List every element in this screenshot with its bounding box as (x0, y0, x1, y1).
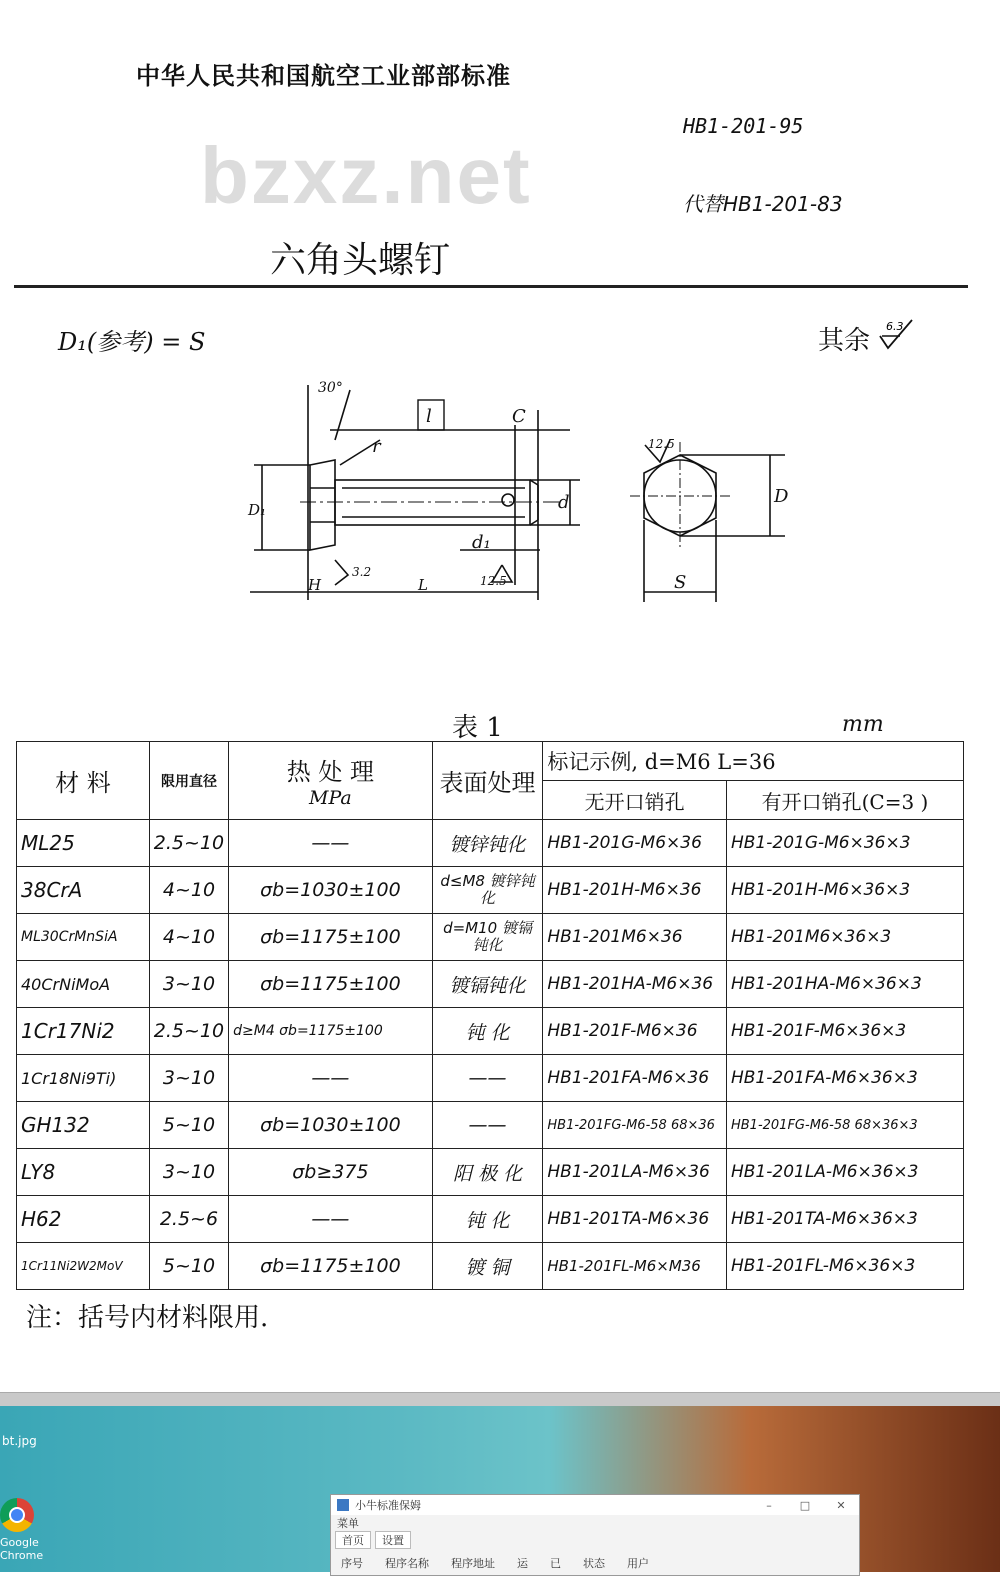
cell-with-hole: HB1-201LA-M6×36×3 (726, 1149, 963, 1196)
roughness-value: 6.3 (886, 320, 904, 333)
cell-diameter: 4~10 (149, 914, 228, 961)
label-ra125-hex: 12.5 (648, 437, 675, 451)
viewer-scroll-edge[interactable] (0, 1392, 1000, 1407)
col-program-path[interactable]: 程序地址 (451, 1557, 495, 1570)
cell-no-hole: HB1-201M6×36 (543, 914, 727, 961)
cell-diameter: 3~10 (149, 1055, 228, 1102)
cell-no-hole: HB1-201LA-M6×36 (543, 1149, 727, 1196)
cell-material: 1Cr17Ni2 (17, 1008, 150, 1055)
cell-no-hole: HB1-201H-M6×36 (543, 867, 727, 914)
header-surface: 表面处理 (432, 742, 543, 820)
table-row (17, 1008, 964, 1055)
cell-with-hole: HB1-201FL-M6×36×3 (726, 1243, 963, 1290)
close-button[interactable]: ✕ (836, 1498, 846, 1512)
cell-heat: —— (229, 1055, 433, 1102)
cell-surface: 镀镉钝化 (432, 961, 543, 1008)
label-s: S (674, 572, 687, 593)
label-d: d (558, 492, 570, 513)
desktop-file-label[interactable]: bt.jpg (2, 1434, 37, 1448)
cell-diameter: 4~10 (149, 867, 228, 914)
cell-diameter: 5~10 (149, 1243, 228, 1290)
label-ra125: 12.5 (480, 574, 507, 588)
cell-surface: d=M10 镀镉钝化 (432, 914, 543, 961)
cell-material: 38CrA (17, 867, 150, 914)
app-logo-icon (337, 1499, 349, 1511)
label-h: H (308, 576, 322, 594)
cell-surface: 镀锌钝化 (432, 820, 543, 867)
title-divider (14, 285, 968, 288)
chrome-label[interactable] (0, 1536, 43, 1562)
cell-no-hole: HB1-201F-M6×36 (543, 1008, 727, 1055)
spec-table (16, 741, 964, 1290)
cell-surface: 镀 铜 (432, 1243, 543, 1290)
app-titlebar[interactable] (331, 1495, 859, 1515)
label-ra32: 3.2 (352, 565, 372, 579)
cell-no-hole: HB1-201FG-M6-58 68×36 (543, 1102, 727, 1149)
table-label: 表 1 (452, 713, 503, 743)
cell-diameter: 2.5~10 (149, 1008, 228, 1055)
bolt-drawing (240, 370, 800, 620)
app-menu[interactable]: 菜单 (337, 1517, 359, 1530)
cell-with-hole: HB1-201TA-M6×36×3 (726, 1196, 963, 1243)
cell-no-hole: HB1-201FA-M6×36 (543, 1055, 727, 1102)
table-row (17, 820, 964, 867)
cell-heat: σb≥375 (229, 1149, 433, 1196)
table-row (17, 961, 964, 1008)
header-heat-label: 热 处 理 (286, 758, 375, 786)
col-index[interactable]: 序号 (341, 1557, 363, 1570)
cell-heat: —— (229, 820, 433, 867)
tab-home[interactable]: 首页 (335, 1531, 371, 1549)
header-marking: 标记示例, d=M6 L=36 (543, 742, 964, 781)
header-heat-unit: MPa (309, 787, 352, 809)
label-l: l (426, 406, 432, 427)
chrome-label-line2: Chrome (0, 1549, 44, 1562)
col-run[interactable]: 运 (517, 1557, 528, 1570)
app-tabs (331, 1531, 859, 1549)
minimize-button[interactable]: – (766, 1498, 772, 1512)
table-row (17, 914, 964, 961)
label-d1: d₁ (472, 532, 491, 553)
cell-material: GH132 (17, 1102, 150, 1149)
cell-material: 40CrNiMoA (17, 961, 150, 1008)
cell-heat: σb=1175±100 (229, 914, 433, 961)
d1-reference-note: D₁(参考) = S (58, 328, 206, 356)
cell-no-hole: HB1-201G-M6×36 (543, 820, 727, 867)
header-no-hole: 无开口销孔 (543, 781, 727, 820)
cell-material: ML25 (17, 820, 150, 867)
col-user[interactable]: 用户 (627, 1557, 649, 1570)
app-column-headers (331, 1555, 859, 1571)
label-big-d: D (774, 486, 789, 507)
cell-diameter: 3~10 (149, 961, 228, 1008)
cell-heat: σb=1030±100 (229, 1102, 433, 1149)
standard-number: HB1-201-95 (683, 114, 804, 138)
document-title: 六角头螺钉 (270, 240, 451, 281)
replaces-standard: 代替HB1-201-83 (683, 192, 843, 216)
cell-heat: σb=1030±100 (229, 867, 433, 914)
col-done[interactable]: 已 (550, 1557, 561, 1570)
maximize-button[interactable]: □ (799, 1498, 811, 1512)
cell-with-hole: HB1-201FA-M6×36×3 (726, 1055, 963, 1102)
cell-surface: —— (432, 1102, 543, 1149)
cell-heat: d≥M4 σb=1175±100 (229, 1008, 433, 1055)
table-row (17, 1243, 964, 1290)
cell-with-hole: HB1-201FG-M6-58 68×36×3 (726, 1102, 963, 1149)
table-row (17, 1102, 964, 1149)
label-angle: 30° (318, 380, 343, 396)
cell-material: H62 (17, 1196, 150, 1243)
chrome-label-line1: Google (0, 1536, 39, 1549)
label-length: L (418, 576, 428, 594)
cell-no-hole: HB1-201TA-M6×36 (543, 1196, 727, 1243)
cell-surface: 阳 极 化 (432, 1149, 543, 1196)
cell-diameter: 5~10 (149, 1102, 228, 1149)
cell-with-hole: HB1-201H-M6×36×3 (726, 867, 963, 914)
cell-heat: σb=1175±100 (229, 961, 433, 1008)
app-window[interactable] (330, 1494, 860, 1576)
header-with-hole: 有开口销孔(C=3 ) (726, 781, 963, 820)
watermark: bzxz.net (200, 131, 532, 220)
desktop-background (0, 1406, 1000, 1572)
header-material: 材 料 (17, 742, 150, 820)
chrome-icon[interactable] (0, 1498, 34, 1532)
cell-surface: —— (432, 1055, 543, 1102)
cell-with-hole: HB1-201G-M6×36×3 (726, 820, 963, 867)
standard-header: 中华人民共和国航空工业部部标准 (136, 62, 511, 90)
header-diameter: 限用直径 (149, 742, 228, 820)
table-row (17, 1196, 964, 1243)
cell-no-hole: HB1-201FL-M6×M36 (543, 1243, 727, 1290)
cell-heat: —— (229, 1196, 433, 1243)
label-D1: D₁ (248, 501, 267, 519)
cell-material: ML30CrMnSiA (17, 914, 150, 961)
cell-with-hole: HB1-201F-M6×36×3 (726, 1008, 963, 1055)
col-program-name[interactable]: 程序名称 (385, 1557, 429, 1570)
cell-with-hole: HB1-201HA-M6×36×3 (726, 961, 963, 1008)
label-r: r (372, 436, 381, 457)
cell-material: LY8 (17, 1149, 150, 1196)
cell-material: 1Cr18Ni9Ti) (17, 1055, 150, 1102)
cell-diameter: 2.5~6 (149, 1196, 228, 1243)
roughness-label: 其余 (818, 326, 871, 356)
cell-no-hole: HB1-201HA-M6×36 (543, 961, 727, 1008)
tab-settings[interactable]: 设置 (375, 1531, 411, 1549)
cell-heat: σb=1175±100 (229, 1243, 433, 1290)
footnote: 注：括号内材料限用. (26, 1303, 269, 1333)
window-controls (751, 1499, 859, 1512)
cell-surface: d≤M8 镀锌钝化 (432, 867, 543, 914)
cell-surface: 钝 化 (432, 1008, 543, 1055)
cell-material: 1Cr11Ni2W2MoV (17, 1243, 150, 1290)
roughness-symbol-icon (876, 316, 916, 352)
cell-diameter: 3~10 (149, 1149, 228, 1196)
table-unit: mm (842, 712, 884, 737)
app-title: 小牛标准保姆 (355, 1499, 421, 1512)
table-row (17, 1055, 964, 1102)
cell-with-hole: HB1-201M6×36×3 (726, 914, 963, 961)
table-row (17, 867, 964, 914)
cell-diameter: 2.5~10 (149, 820, 228, 867)
table-row (17, 1149, 964, 1196)
label-c: C (512, 406, 526, 427)
col-status[interactable]: 状态 (583, 1557, 605, 1570)
header-heat (229, 742, 433, 820)
cell-surface: 钝 化 (432, 1196, 543, 1243)
